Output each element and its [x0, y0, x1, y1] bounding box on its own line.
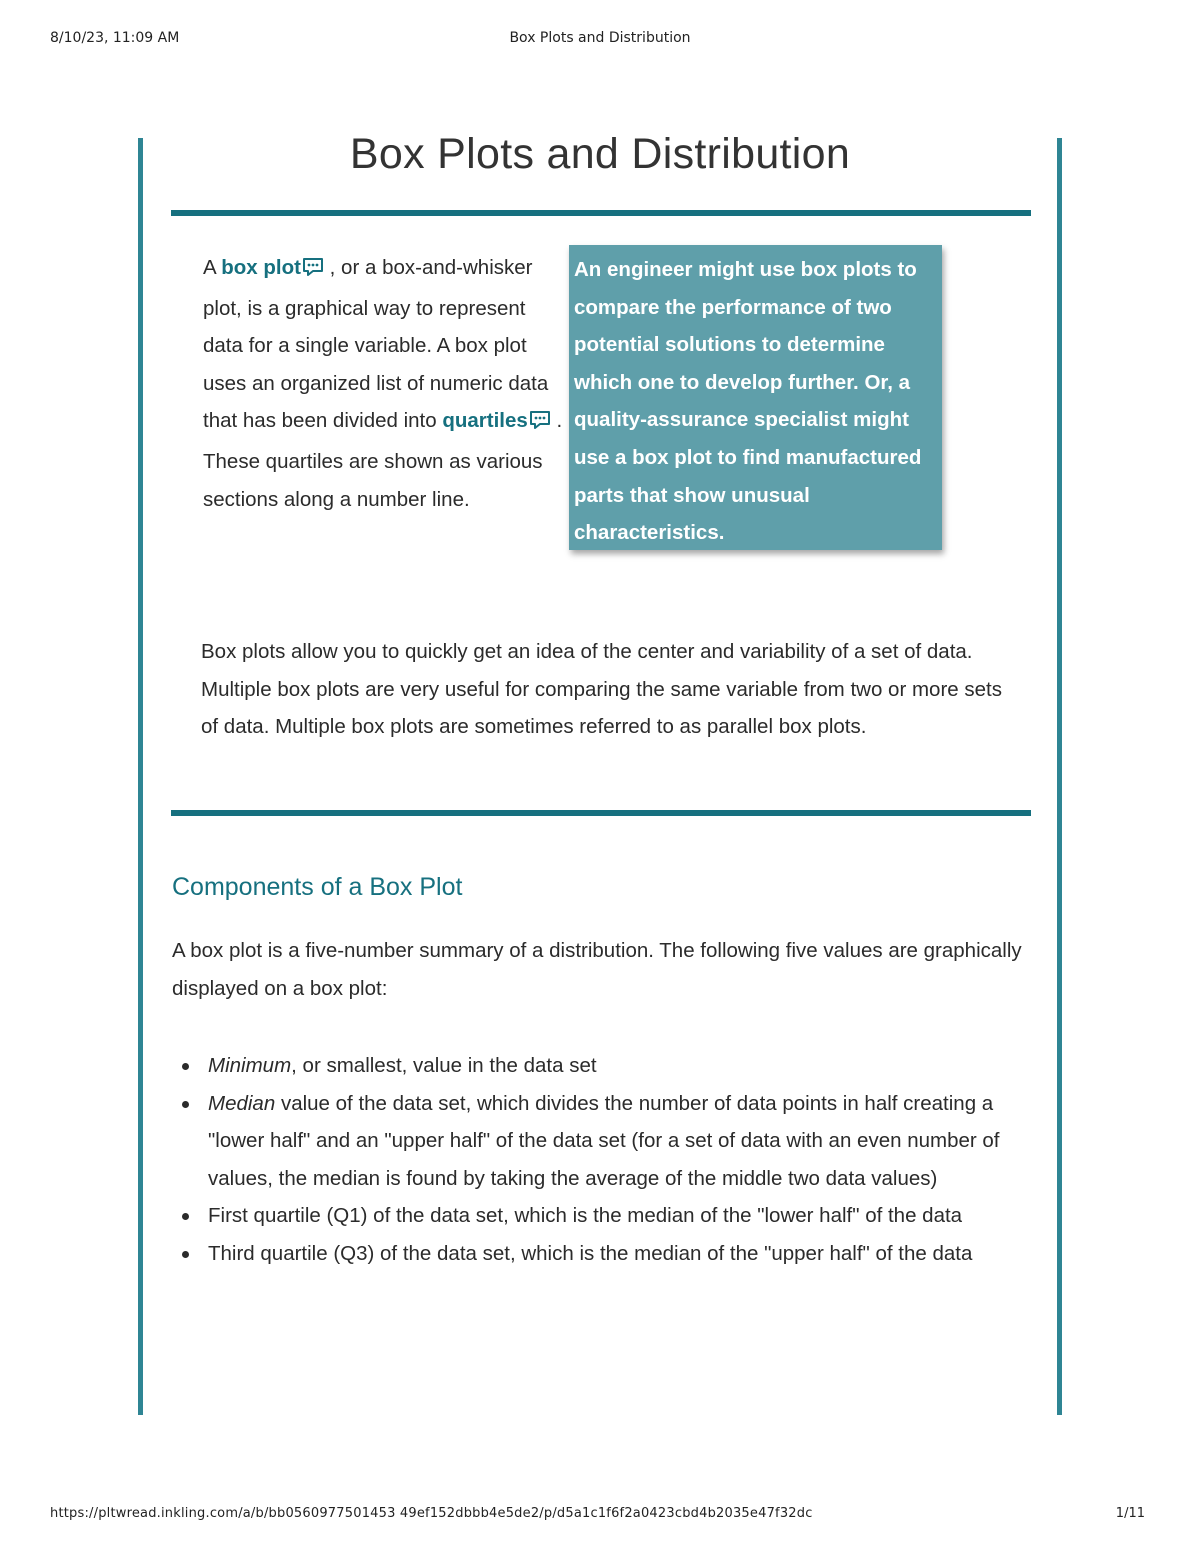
page-number: 1/11: [1115, 1506, 1145, 1521]
content-border-right: [1057, 138, 1062, 1415]
glossary-link-quartiles[interactable]: [442, 409, 550, 432]
intro-paragraph: [203, 249, 571, 518]
list-item-emphasis: Minimum: [208, 1054, 292, 1077]
speech-bubble-icon[interactable]: [302, 252, 324, 290]
print-header: [0, 30, 1200, 50]
box-plots-paragraph: Box plots allow you to quickly get an idea of the center and variability of a set of data. Multiple box plots are very useful for comparing the same variable from two or more sets of data. Multiple box plots are sometimes referred to as parallel box plots.: [201, 640, 1002, 739]
print-footer: [0, 1506, 1200, 1526]
list-item-text: , or smallest, value in the data set: [291, 1054, 597, 1077]
list-item-emphasis: Median: [208, 1091, 276, 1115]
divider-middle: [171, 810, 1031, 816]
intro-suffix: . These quartiles are shown as various sections along a number line.: [203, 409, 563, 511]
bullet-dot: [182, 1101, 189, 1108]
list-item-text: Third quartile (Q3) of the data set, which is the median of the "upper half" of the data: [208, 1241, 973, 1265]
intro-prefix: A: [203, 256, 222, 279]
print-title: Box Plots and Distribution: [509, 30, 691, 46]
callout-text: An engineer might use box plots to compare the performance of two potential solutions to determine which one to develop further. Or, a quality-assurance specialist might use a box plot to find manufactured parts that show unusual characteristics.: [574, 258, 922, 545]
callout-box: [569, 245, 942, 550]
glossary-link-box-plot[interactable]: [221, 256, 324, 279]
speech-bubble-icon[interactable]: [529, 405, 551, 443]
section-intro-paragraph: A box plot is a five-number summary of a distribution. The following five values are graphically displayed on a box plot:: [172, 939, 1022, 1000]
content-border-left: [138, 138, 143, 1415]
list-item: [172, 1197, 1032, 1235]
glossary-term-box-plot: box plot: [221, 256, 301, 279]
divider-top: [171, 210, 1031, 216]
intro-middle: , or a box-and-whisker plot, is a graphical way to represent data for a single variable. A box plot uses an organized list of numeric data that has been divided into: [203, 256, 549, 433]
section-heading: Components of a Box Plot: [172, 873, 463, 901]
components-list: [172, 1047, 1032, 1273]
print-datetime: 8/10/23, 11:09 AM: [50, 30, 180, 46]
page-title: Box Plots and Distribution: [349, 130, 851, 178]
bullet-dot: [182, 1063, 189, 1070]
list-item: [172, 1085, 1032, 1198]
bullet-dot: [182, 1251, 189, 1258]
bullet-dot: [182, 1213, 189, 1220]
list-item-text: value of the data set, which divides the number of data points in half creating a "lower half" and an "upper half" of the data set (for a set of data with an even number of values, the median is found by taking the average of the middle two data values): [208, 1091, 1000, 1190]
list-item: [172, 1235, 1032, 1273]
list-item-text: First quartile (Q1) of the data set, which is the median of the "lower half" of the data: [208, 1204, 963, 1228]
list-item: [172, 1047, 1032, 1085]
print-url: https://pltwread.inkling.com/a/b/bb0560977501453 49ef152dbbb4e5de2/p/d5a1c1f6f2a0423cbd4b2035e47f32dc: [50, 1506, 813, 1521]
glossary-term-quartiles: quartiles: [442, 409, 528, 433]
